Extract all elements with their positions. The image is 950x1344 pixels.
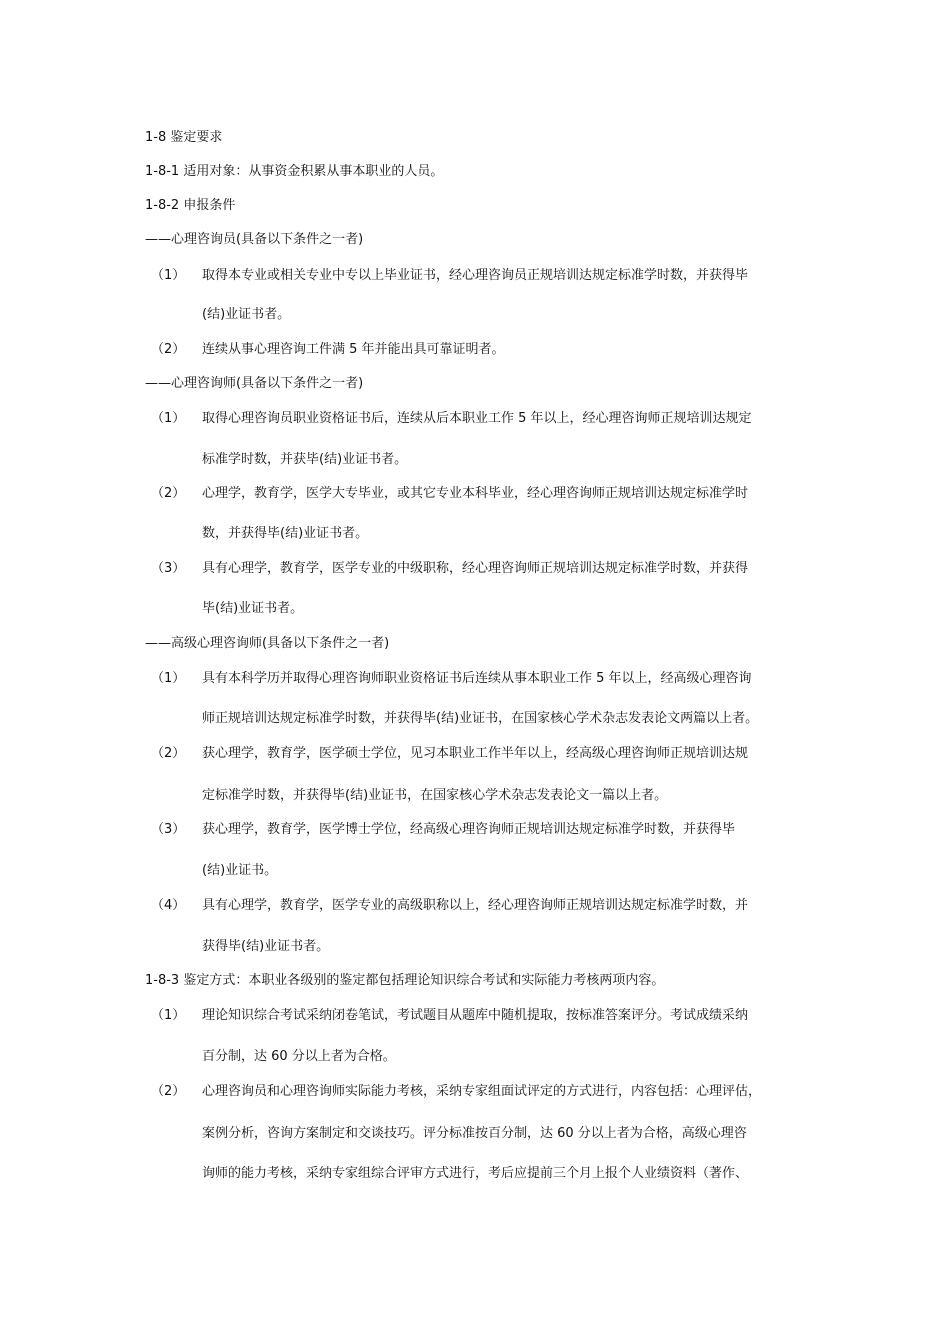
item-text: 具有心理学，教育学，医学专业的高级职称以上，经心理咨询师正规培训达规定标准学时数，并 — [202, 898, 749, 913]
item-number: （2） — [151, 1084, 186, 1099]
section-application-conditions: 1-8-2 申报条件 — [145, 198, 236, 213]
group-title-counselor: ——心理咨询员(具备以下条件之一者) — [145, 232, 364, 247]
item-number: （3） — [151, 822, 186, 837]
item-text: 理论知识综合考试采纳闭卷笔试，考试题目从题库中随机提取，按标准答案评分。考试成绩采纳 — [202, 1008, 749, 1023]
item-number: （2） — [151, 342, 186, 357]
item-number: （1） — [151, 1008, 186, 1023]
item-number: （3） — [151, 561, 186, 576]
item-text: 心理学，教育学，医学大专毕业，或其它专业本科毕业，经心理咨询师正规培训达规定标准学时 — [202, 486, 749, 501]
item-text-continued: 定标准学时数，并获得毕(结)业证书，在国家核心学术杂志发表论文一篇以上者。 — [202, 788, 668, 803]
item-text-continued: 百分制，达 60 分以上者为合格。 — [202, 1049, 396, 1064]
item-number: （2） — [151, 746, 186, 761]
section-heading: 1-8 鉴定要求 — [145, 130, 223, 145]
item-text-continued: 案例分析，咨询方案制定和交谈技巧。评分标准按百分制，达 60 分以上者为合格，高级心理咨 — [202, 1126, 747, 1141]
item-text-continued: 数，并获得毕(结)业证书者。 — [202, 526, 369, 541]
item-number: （2） — [151, 486, 186, 501]
item-text: 取得本专业或相关专业中专以上毕业证书，经心理咨询员正规培训达规定标准学时数，并获得毕 — [202, 268, 749, 283]
group-title-psychological-counselor: ——心理咨询师(具备以下条件之一者) — [145, 376, 364, 391]
section-applicable-objects: 1-8-1 适用对象：从事资金积累从事本职业的人员。 — [145, 164, 444, 179]
item-text-continued: 获得毕(结)业证书者。 — [202, 939, 330, 954]
item-text-continued: 询师的能力考核，采纳专家组综合评审方式进行，考后应提前三个月上报个人业绩资料（著作、 — [202, 1166, 749, 1181]
item-text: 取得心理咨询员职业资格证书后，连续从后本职业工作 5 年以上，经心理咨询师正规培训达规定 — [202, 411, 752, 426]
item-number: （1） — [151, 268, 186, 283]
item-text-continued: (结)业证书者。 — [202, 307, 291, 322]
item-text: 心理咨询员和心理咨询师实际能力考核，采纳专家组面试评定的方式进行，内容包括：心理评估， — [202, 1084, 762, 1099]
item-text: 具有心理学，教育学，医学专业的中级职称，经心理咨询师正规培训达规定标准学时数，并获得 — [202, 561, 749, 576]
section-appraisal-method: 1-8-3 鉴定方式：本职业各级别的鉴定都包括理论知识综合考试和实际能力考核两项内容。 — [145, 973, 665, 988]
item-text-continued: (结)业证书。 — [202, 863, 278, 878]
item-text: 获心理学，教育学，医学硕士学位，见习本职业工作半年以上，经高级心理咨询师正规培训达规 — [202, 746, 749, 761]
item-text-continued: 毕(结)业证书者。 — [202, 601, 304, 616]
item-number: （4） — [151, 898, 186, 913]
item-text-continued: 师正规培训达规定标准学时数，并获得毕(结)业证书，在国家核心学术杂志发表论文两篇以上者。 — [202, 711, 759, 726]
item-text: 连续从事心理咨询工件满 5 年并能出具可靠证明者。 — [202, 342, 505, 357]
item-text: 具有本科学历并取得心理咨询师职业资格证书后连续从事本职业工作 5 年以上，经高级心理咨询 — [202, 671, 752, 686]
item-text: 获心理学，教育学，医学博士学位，经高级心理咨询师正规培训达规定标准学时数，并获得毕 — [202, 822, 736, 837]
group-title-senior-counselor: ——高级心理咨询师(具备以下条件之一者) — [145, 636, 390, 651]
item-number: （1） — [151, 671, 186, 686]
item-text-continued: 标准学时数，并获毕(结)业证书者。 — [202, 452, 408, 467]
item-number: （1） — [151, 411, 186, 426]
